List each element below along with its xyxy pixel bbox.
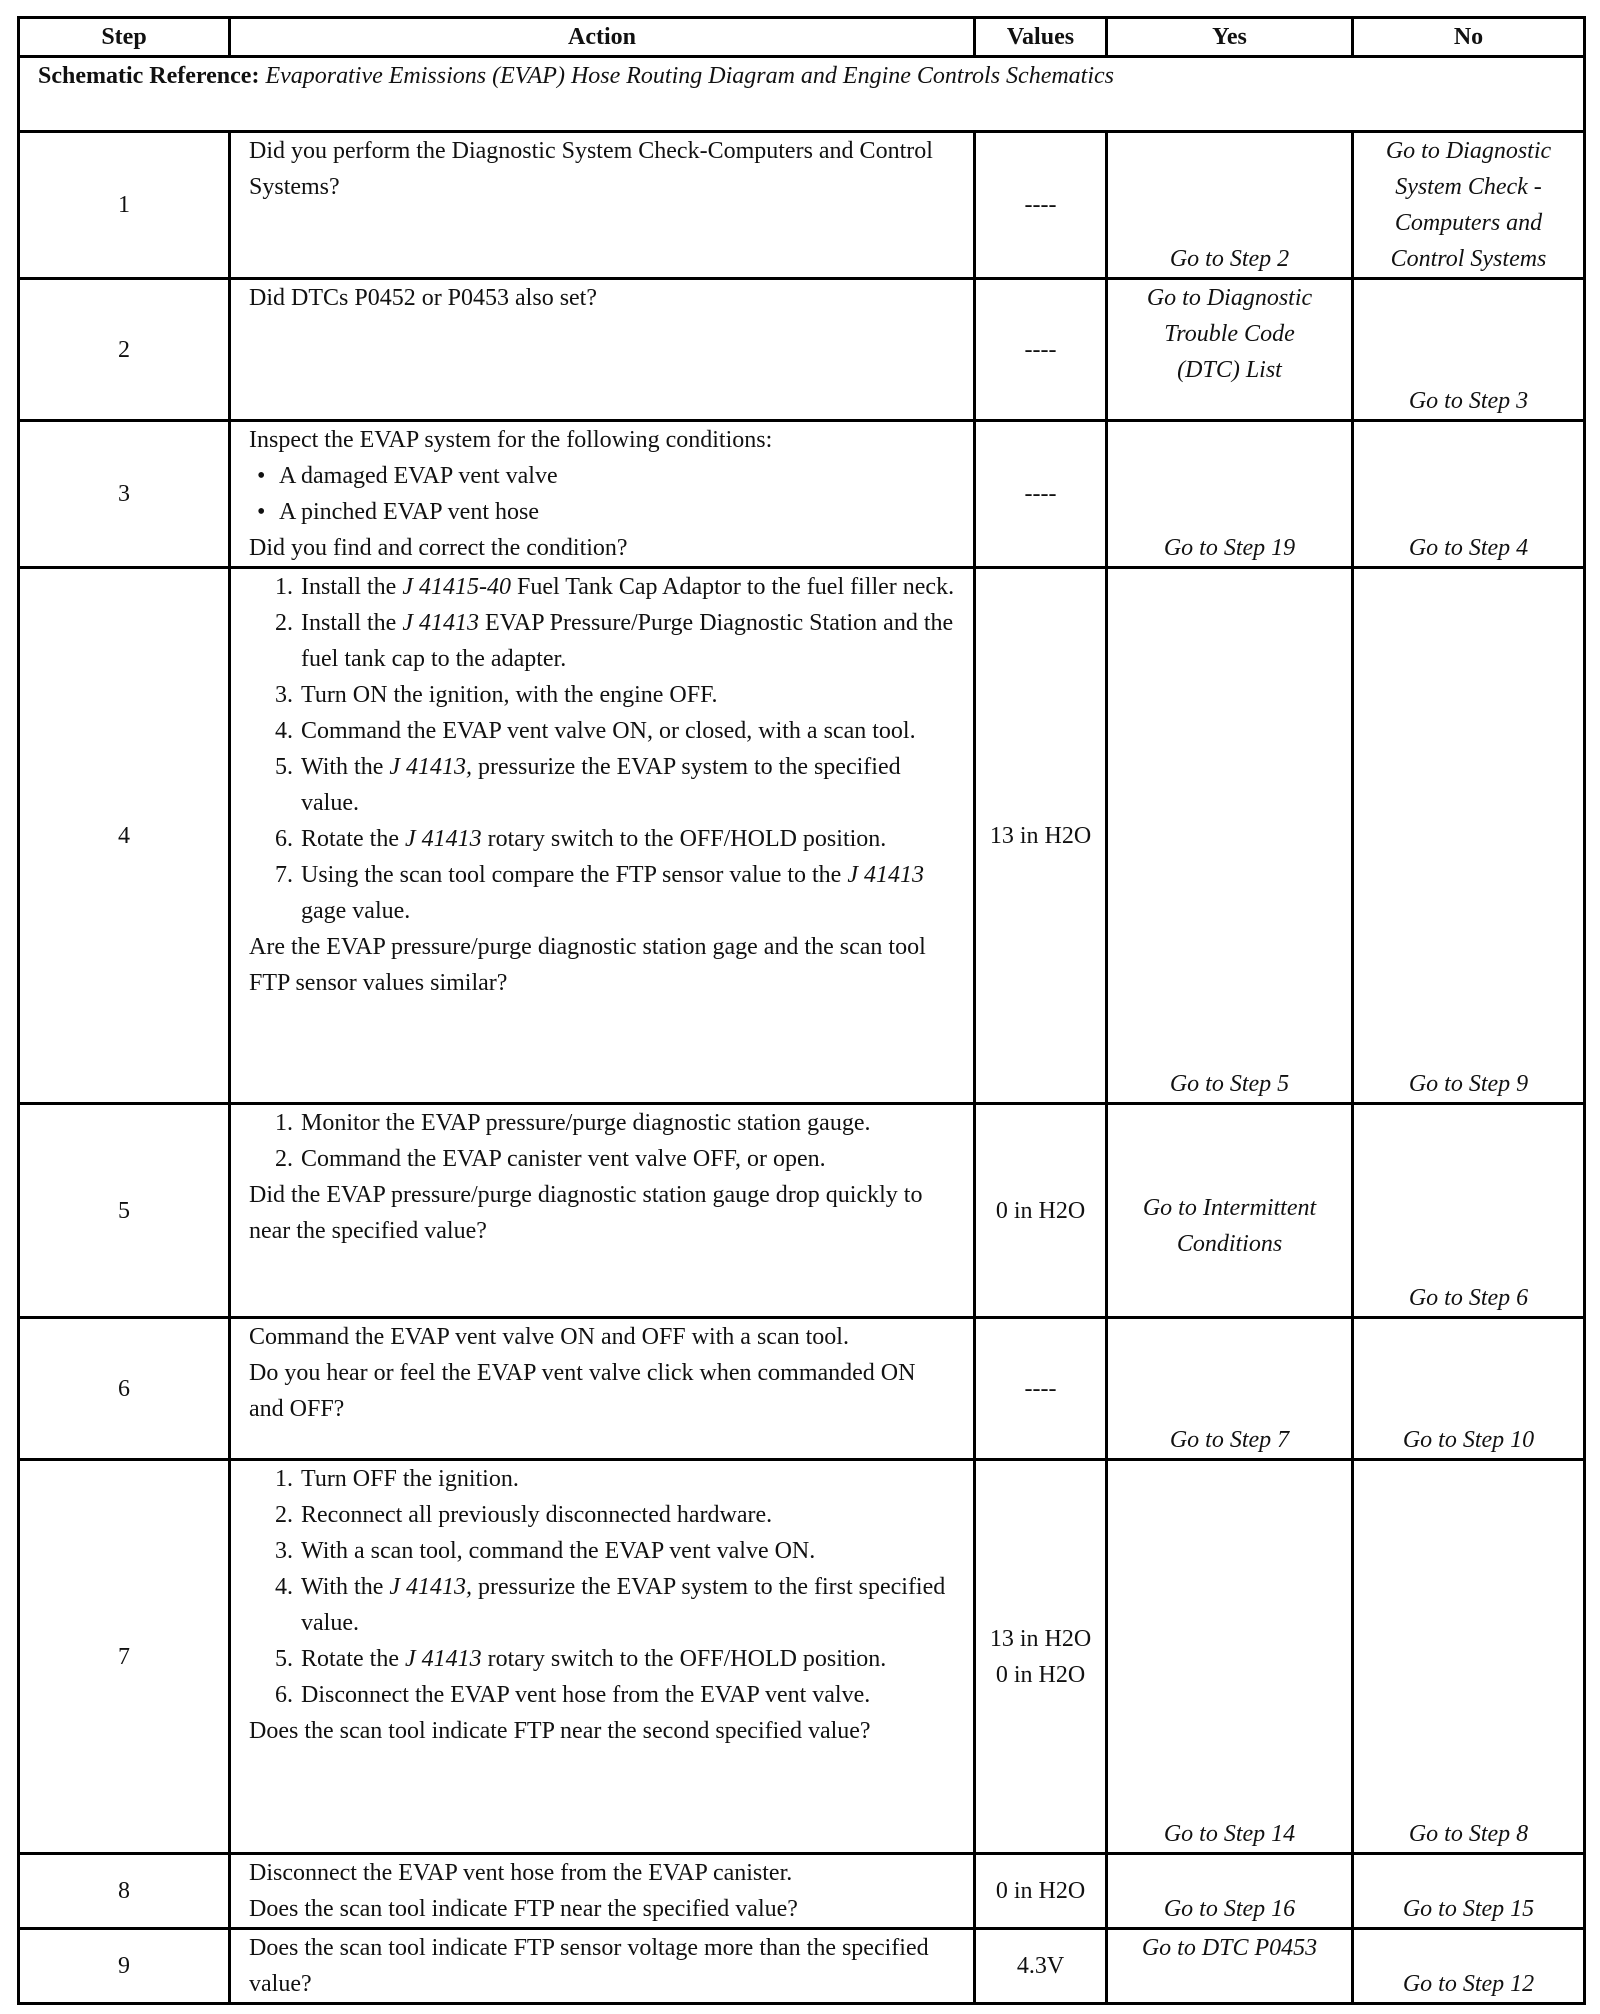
list-item: 4. With the J 41413, pressurize the EVAP system to the first specified value. (299, 1569, 955, 1641)
procedure-list (249, 569, 955, 929)
table-row (19, 1929, 1585, 2004)
action-question: Are the EVAP pressure/purge diagnostic station gage and the scan tool FTP sensor values similar? (249, 934, 926, 996)
list-item: • A damaged EVAP vent valve (279, 458, 955, 494)
action-cell (230, 279, 975, 421)
no-cell: Go to Step 10 (1353, 1318, 1585, 1460)
action-question: Does the scan tool indicate FTP near the second specified value? (249, 1718, 871, 1744)
no-cell: Go to Step 9 (1353, 568, 1585, 1104)
step-number: 1 (19, 132, 230, 279)
action-question: Did you find and correct the condition? (249, 535, 628, 561)
action-question: Does the scan tool indicate FTP sensor voltage more than the specified value? (249, 1935, 929, 1997)
list-item: 1. Turn OFF the ignition. (299, 1461, 955, 1497)
yes-cell: Go to Step 2 (1107, 132, 1353, 279)
value-cell: ---- (975, 132, 1107, 279)
action-intro: Disconnect the EVAP vent hose from the EVAP canister. (249, 1860, 793, 1886)
header-row (19, 18, 1585, 57)
action-cell (230, 421, 975, 568)
yes-cell: Go to Step 5 (1107, 568, 1353, 1104)
header-action: Action (230, 18, 975, 57)
list-item: 2. Install the J 41413 EVAP Pressure/Purge Diagnostic Station and the fuel tank cap to the adapter. (299, 605, 955, 677)
no-cell: Go to Step 3 (1353, 279, 1585, 421)
table-row (19, 1460, 1585, 1854)
schematic-label: Schematic Reference: (38, 63, 260, 89)
action-question: Did DTCs P0452 or P0453 also set? (249, 285, 597, 311)
yes-cell: Go to Intermittent Conditions (1107, 1104, 1353, 1318)
table-row (19, 1854, 1585, 1929)
table-row (19, 132, 1585, 279)
diagnostic-table (17, 16, 1586, 2005)
list-item: 3. With a scan tool, command the EVAP vent valve ON. (299, 1533, 955, 1569)
yes-cell: Go to Step 19 (1107, 421, 1353, 568)
value-cell: 13 in H2O (975, 568, 1107, 1104)
tool-id: J 41413 (404, 1646, 482, 1672)
value-cell: ---- (975, 421, 1107, 568)
step-number: 7 (19, 1460, 230, 1854)
step-number: 4 (19, 568, 230, 1104)
value-cell: 4.3V (975, 1929, 1107, 2004)
tool-id: J 41413, (389, 1574, 473, 1600)
header-values: Values (975, 18, 1107, 57)
no-cell: Go to Step 8 (1353, 1460, 1585, 1854)
tool-id: J 41413 (847, 862, 924, 888)
header-yes: Yes (1107, 18, 1353, 57)
procedure-list (249, 1461, 955, 1713)
no-cell: Go to Diagnostic System Check - Computers and Control Systems (1353, 132, 1585, 279)
list-item: 2. Command the EVAP canister vent valve OFF, or open. (299, 1141, 955, 1177)
value-cell: ---- (975, 279, 1107, 421)
action-cell (230, 132, 975, 279)
schematic-row (19, 57, 1585, 132)
action-question: Does the scan tool indicate FTP near the specified value? (249, 1896, 798, 1922)
yes-cell: Go to Diagnostic Trouble Code (DTC) List (1107, 279, 1353, 421)
table-row (19, 421, 1585, 568)
list-item: 3. Turn ON the ignition, with the engine OFF. (299, 677, 955, 713)
tool-id: J 41413 (402, 610, 479, 636)
list-item: 6. Rotate the J 41413 rotary switch to the OFF/HOLD position. (299, 821, 955, 857)
action-cell (230, 1104, 975, 1318)
condition-list (249, 458, 955, 530)
no-cell: Go to Step 12 (1353, 1929, 1585, 2004)
tool-id: J 41415-40 (402, 574, 511, 600)
step-number: 9 (19, 1929, 230, 2004)
action-question: Do you hear or feel the EVAP vent valve click when commanded ON and OFF? (249, 1360, 916, 1422)
no-cell: Go to Step 15 (1353, 1854, 1585, 1929)
list-item: 1. Install the J 41415-40 Fuel Tank Cap Adaptor to the fuel filler neck. (299, 569, 955, 605)
list-item: 1. Monitor the EVAP pressure/purge diagnostic station gauge. (299, 1105, 955, 1141)
tool-id: J 41413 (404, 826, 482, 852)
action-cell (230, 1854, 975, 1929)
header-no: No (1353, 18, 1585, 57)
step-number: 5 (19, 1104, 230, 1318)
yes-cell: Go to Step 7 (1107, 1318, 1353, 1460)
yes-cell: Go to DTC P0453 (1107, 1929, 1353, 2004)
value-cell: 0 in H2O (975, 1854, 1107, 1929)
list-item: 7. Using the scan tool compare the FTP sensor value to the J 41413 gage value. (299, 857, 955, 929)
table-row (19, 1104, 1585, 1318)
action-cell (230, 1318, 975, 1460)
list-item: 5. With the J 41413, pressurize the EVAP system to the specified value. (299, 749, 955, 821)
step-number: 3 (19, 421, 230, 568)
tool-id: J 41413, (389, 754, 473, 780)
value-first: 13 in H2O (989, 1625, 1092, 1652)
list-item: 2. Reconnect all previously disconnected hardware. (299, 1497, 955, 1533)
action-cell (230, 568, 975, 1104)
action-question: Did the EVAP pressure/purge diagnostic station gauge drop quickly to near the specified value? (249, 1182, 923, 1244)
value-cell (975, 1460, 1107, 1854)
value-second: 0 in H2O (995, 1661, 1086, 1688)
procedure-list (249, 1105, 955, 1177)
list-item: 4. Command the EVAP vent valve ON, or closed, with a scan tool. (299, 713, 955, 749)
header-step: Step (19, 18, 230, 57)
yes-cell: Go to Step 14 (1107, 1460, 1353, 1854)
diagnostic-table-page (17, 16, 1583, 2005)
no-cell: Go to Step 6 (1353, 1104, 1585, 1318)
action-intro: Inspect the EVAP system for the following conditions: (249, 427, 773, 453)
list-item: 5. Rotate the J 41413 rotary switch to the OFF/HOLD position. (299, 1641, 955, 1677)
no-cell: Go to Step 4 (1353, 421, 1585, 568)
schematic-reference (19, 57, 1585, 132)
action-cell (230, 1460, 975, 1854)
value-cell: ---- (975, 1318, 1107, 1460)
yes-cell: Go to Step 16 (1107, 1854, 1353, 1929)
list-item: 6. Disconnect the EVAP vent hose from the EVAP vent valve. (299, 1677, 955, 1713)
table-row (19, 1318, 1585, 1460)
action-question: Did you perform the Diagnostic System Check-Computers and Control Systems? (249, 138, 933, 200)
step-number: 6 (19, 1318, 230, 1460)
step-number: 8 (19, 1854, 230, 1929)
schematic-text: Evaporative Emissions (EVAP) Hose Routing Diagram and Engine Controls Schematics (265, 63, 1115, 89)
table-row (19, 279, 1585, 421)
value-cell: 0 in H2O (975, 1104, 1107, 1318)
step-number: 2 (19, 279, 230, 421)
action-intro: Command the EVAP vent valve ON and OFF with a scan tool. (249, 1324, 849, 1350)
action-cell (230, 1929, 975, 2004)
table-row (19, 568, 1585, 1104)
list-item: • A pinched EVAP vent hose (279, 494, 955, 530)
